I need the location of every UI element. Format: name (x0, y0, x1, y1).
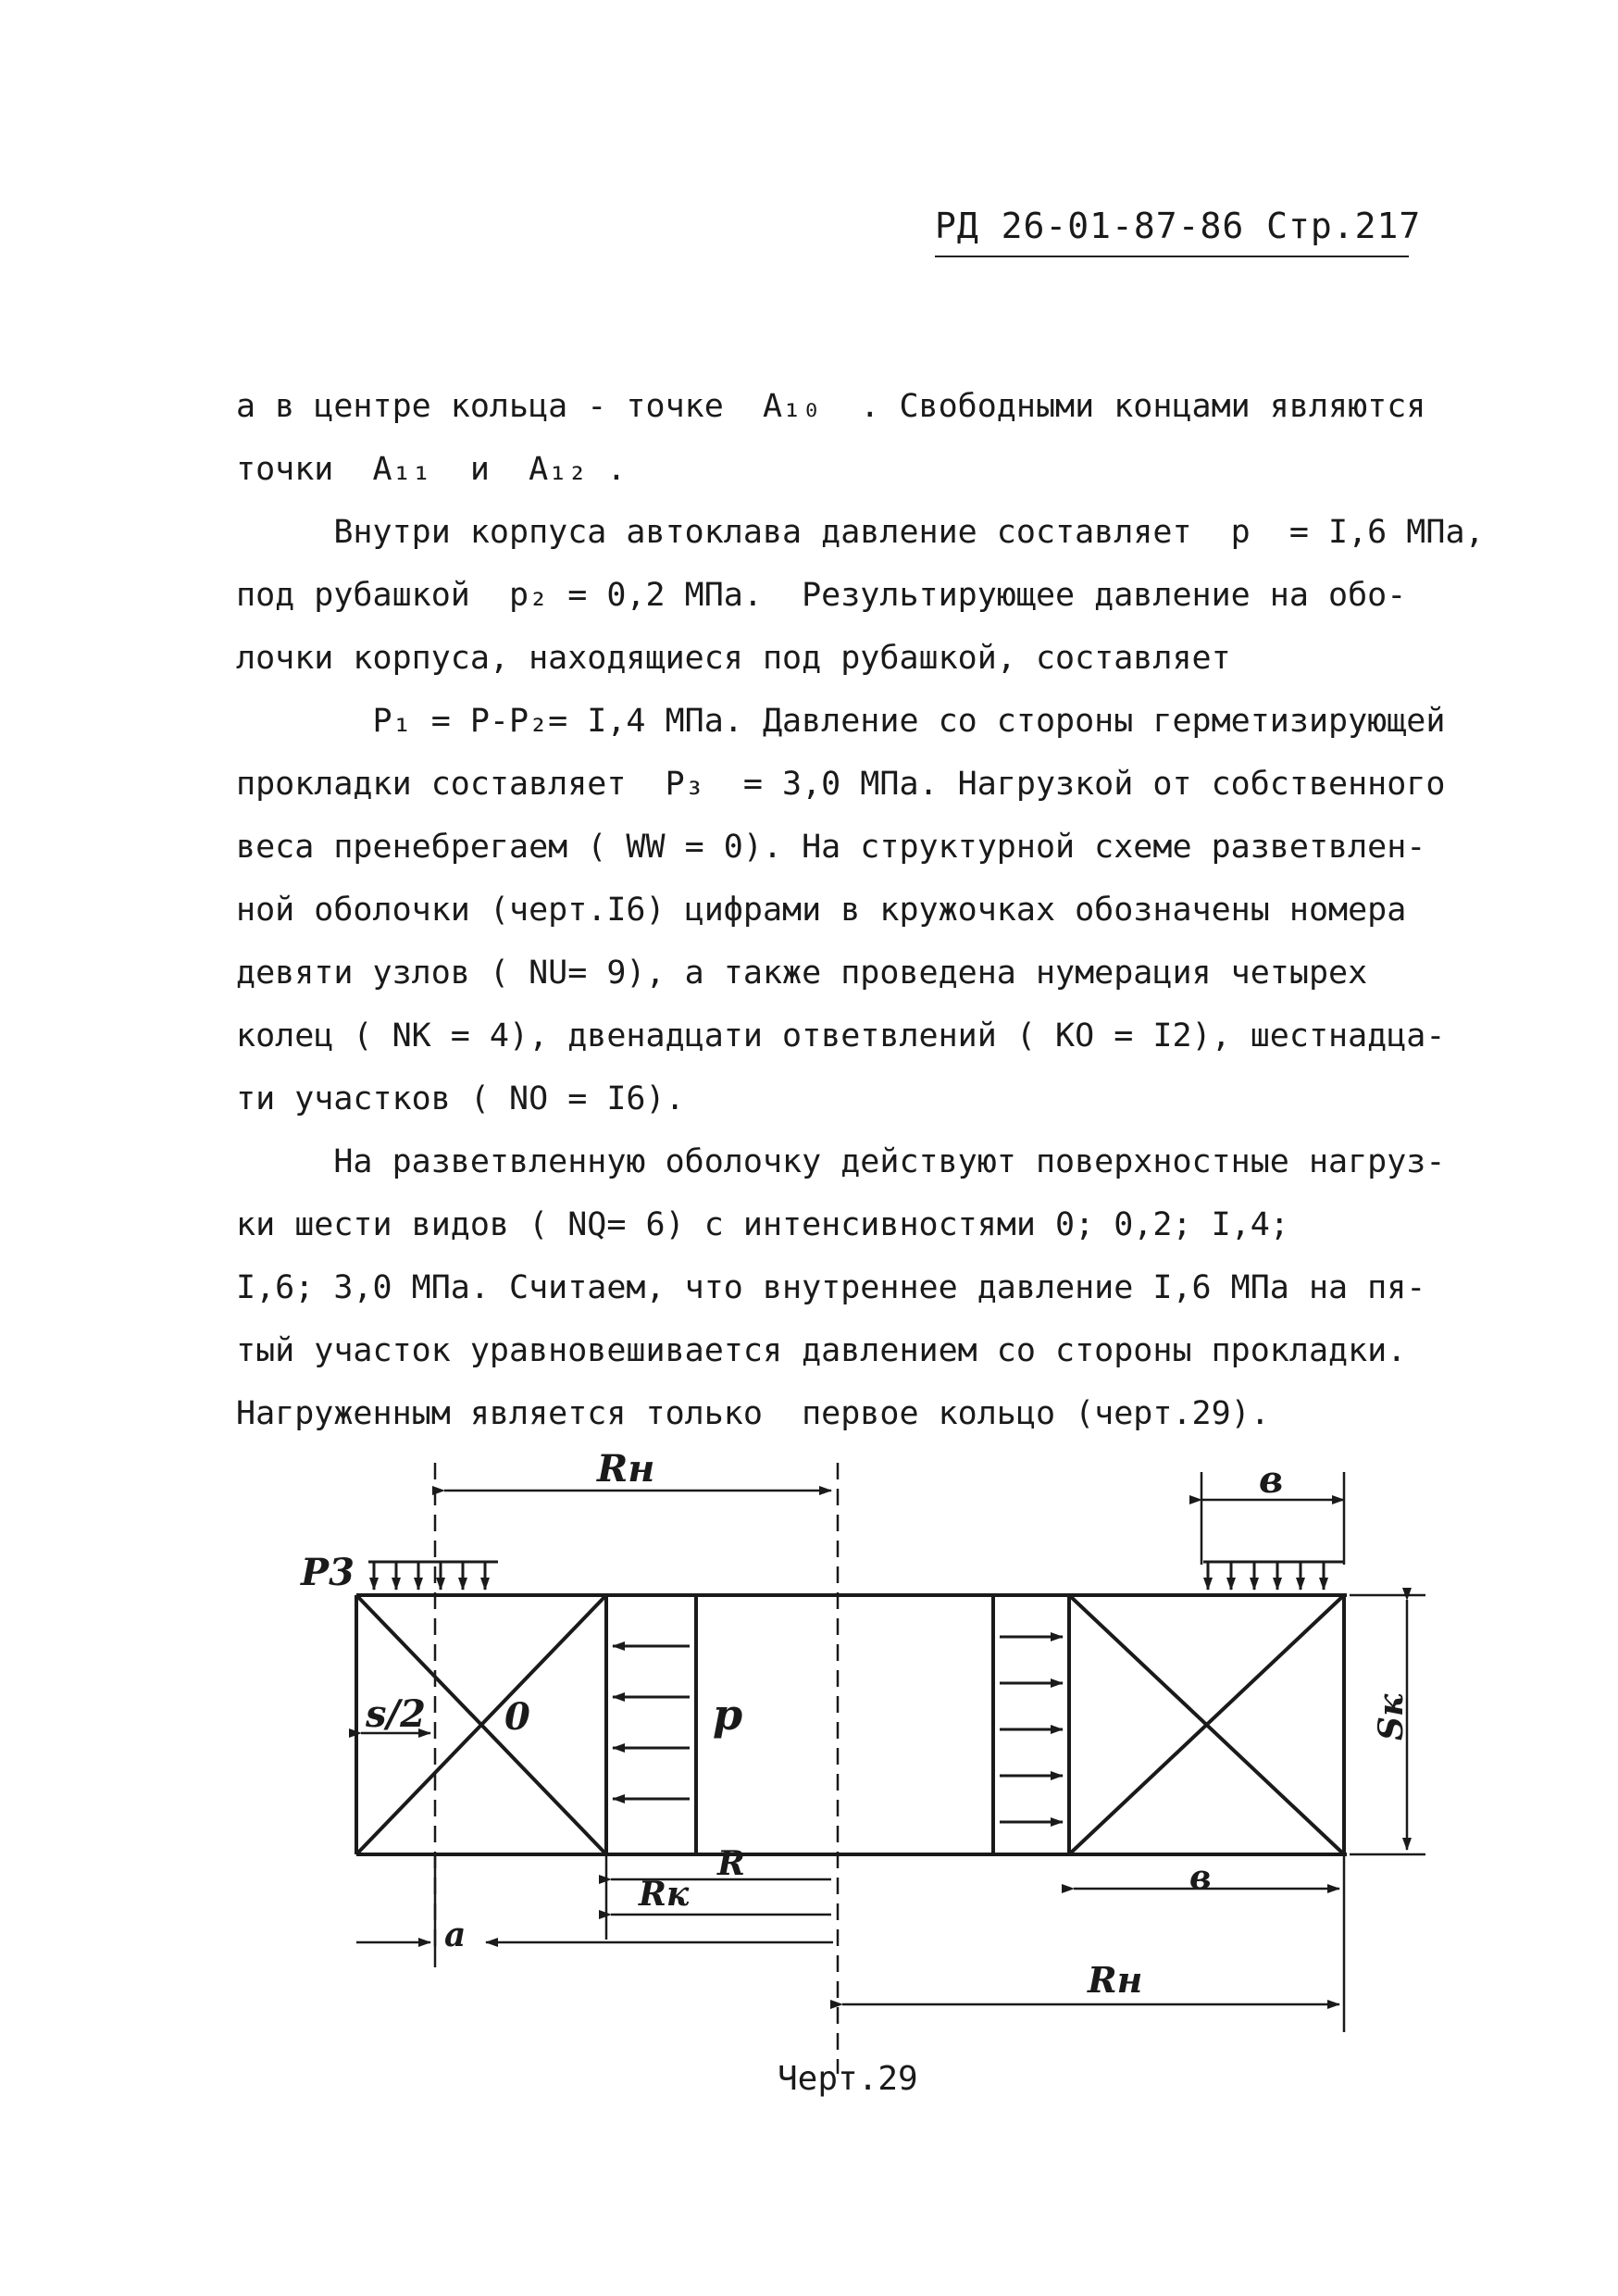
label-b-bottom: в (1189, 1858, 1212, 1897)
p3-load-right (1203, 1562, 1344, 1590)
text-line: тый участок уравновешивается давлением со стороны прокладки. (236, 1332, 1407, 1369)
label-p3: P3 (301, 1551, 355, 1594)
label-rn-bottom: Rн (1088, 1959, 1143, 2001)
text-line: точки A₁₁ и A₁₂ . (236, 451, 627, 488)
text-line: P₁ = P-P₂= I,4 МПа. Давление со стороны герметизирующей (236, 703, 1446, 740)
text-line: колец ( NK = 4), двенадцати ответвлений ( KO = I2), шестнадца- (236, 1017, 1446, 1054)
text-line: девяти узлов ( NU= 9), а также проведена нумерация четырех (236, 955, 1368, 992)
label-o: 0 (504, 1695, 530, 1739)
figure-caption: Черт.29 (778, 2060, 918, 2098)
label-sk: Sк (1372, 1693, 1411, 1741)
text-line: ки шести видов ( NQ= 6) с интенсивностями 0; 0,2; I,4; (236, 1206, 1289, 1243)
label-r: R (717, 1844, 745, 1883)
text-line: лочки корпуса, находящиеся под рубашкой, составляет (236, 640, 1231, 677)
p-pressure-right (1000, 1637, 1063, 1822)
text-line: прокладки составляет P₃ = 3,0 МПа. Нагрузкой от собственного (236, 766, 1446, 803)
p-pressure-left (613, 1646, 690, 1799)
label-rn-top: Rн (597, 1447, 655, 1491)
p3-load-left (368, 1562, 498, 1590)
text-line: Внутри корпуса автоклава давление составляет p = I,6 МПа, (236, 514, 1485, 551)
text-line: под рубашкой p₂ = 0,2 МПа. Результирующее давление на обо- (236, 577, 1407, 614)
text-line: I,6; 3,0 МПа. Считаем, что внутреннее давление I,6 МПа на пя- (236, 1269, 1426, 1306)
label-a: a (444, 1915, 467, 1954)
label-s-half: s/2 (366, 1692, 426, 1736)
text-line: ной оболочки (черт.I6) цифрами в кружочках обозначены номера (236, 892, 1407, 929)
label-rk: Rк (639, 1875, 690, 1914)
page-header-ref: РД 26-01-87-86 Стр.217 (935, 206, 1422, 246)
text-line: На разветвленную оболочку действуют поверхностные нагруз- (236, 1143, 1446, 1180)
text-line: а в центре кольца - точке A₁₀ . Свободными концами являются (236, 388, 1426, 425)
text-line: Нагруженным является только первое кольцо (черт.29). (236, 1395, 1270, 1432)
text-line: веса пренебрегаем ( WW = 0). На структурной схеме разветвлен- (236, 829, 1426, 866)
label-p: p (713, 1690, 743, 1740)
label-b-top: в (1259, 1458, 1284, 1502)
text-line: ти участков ( NO = I6). (236, 1080, 685, 1117)
